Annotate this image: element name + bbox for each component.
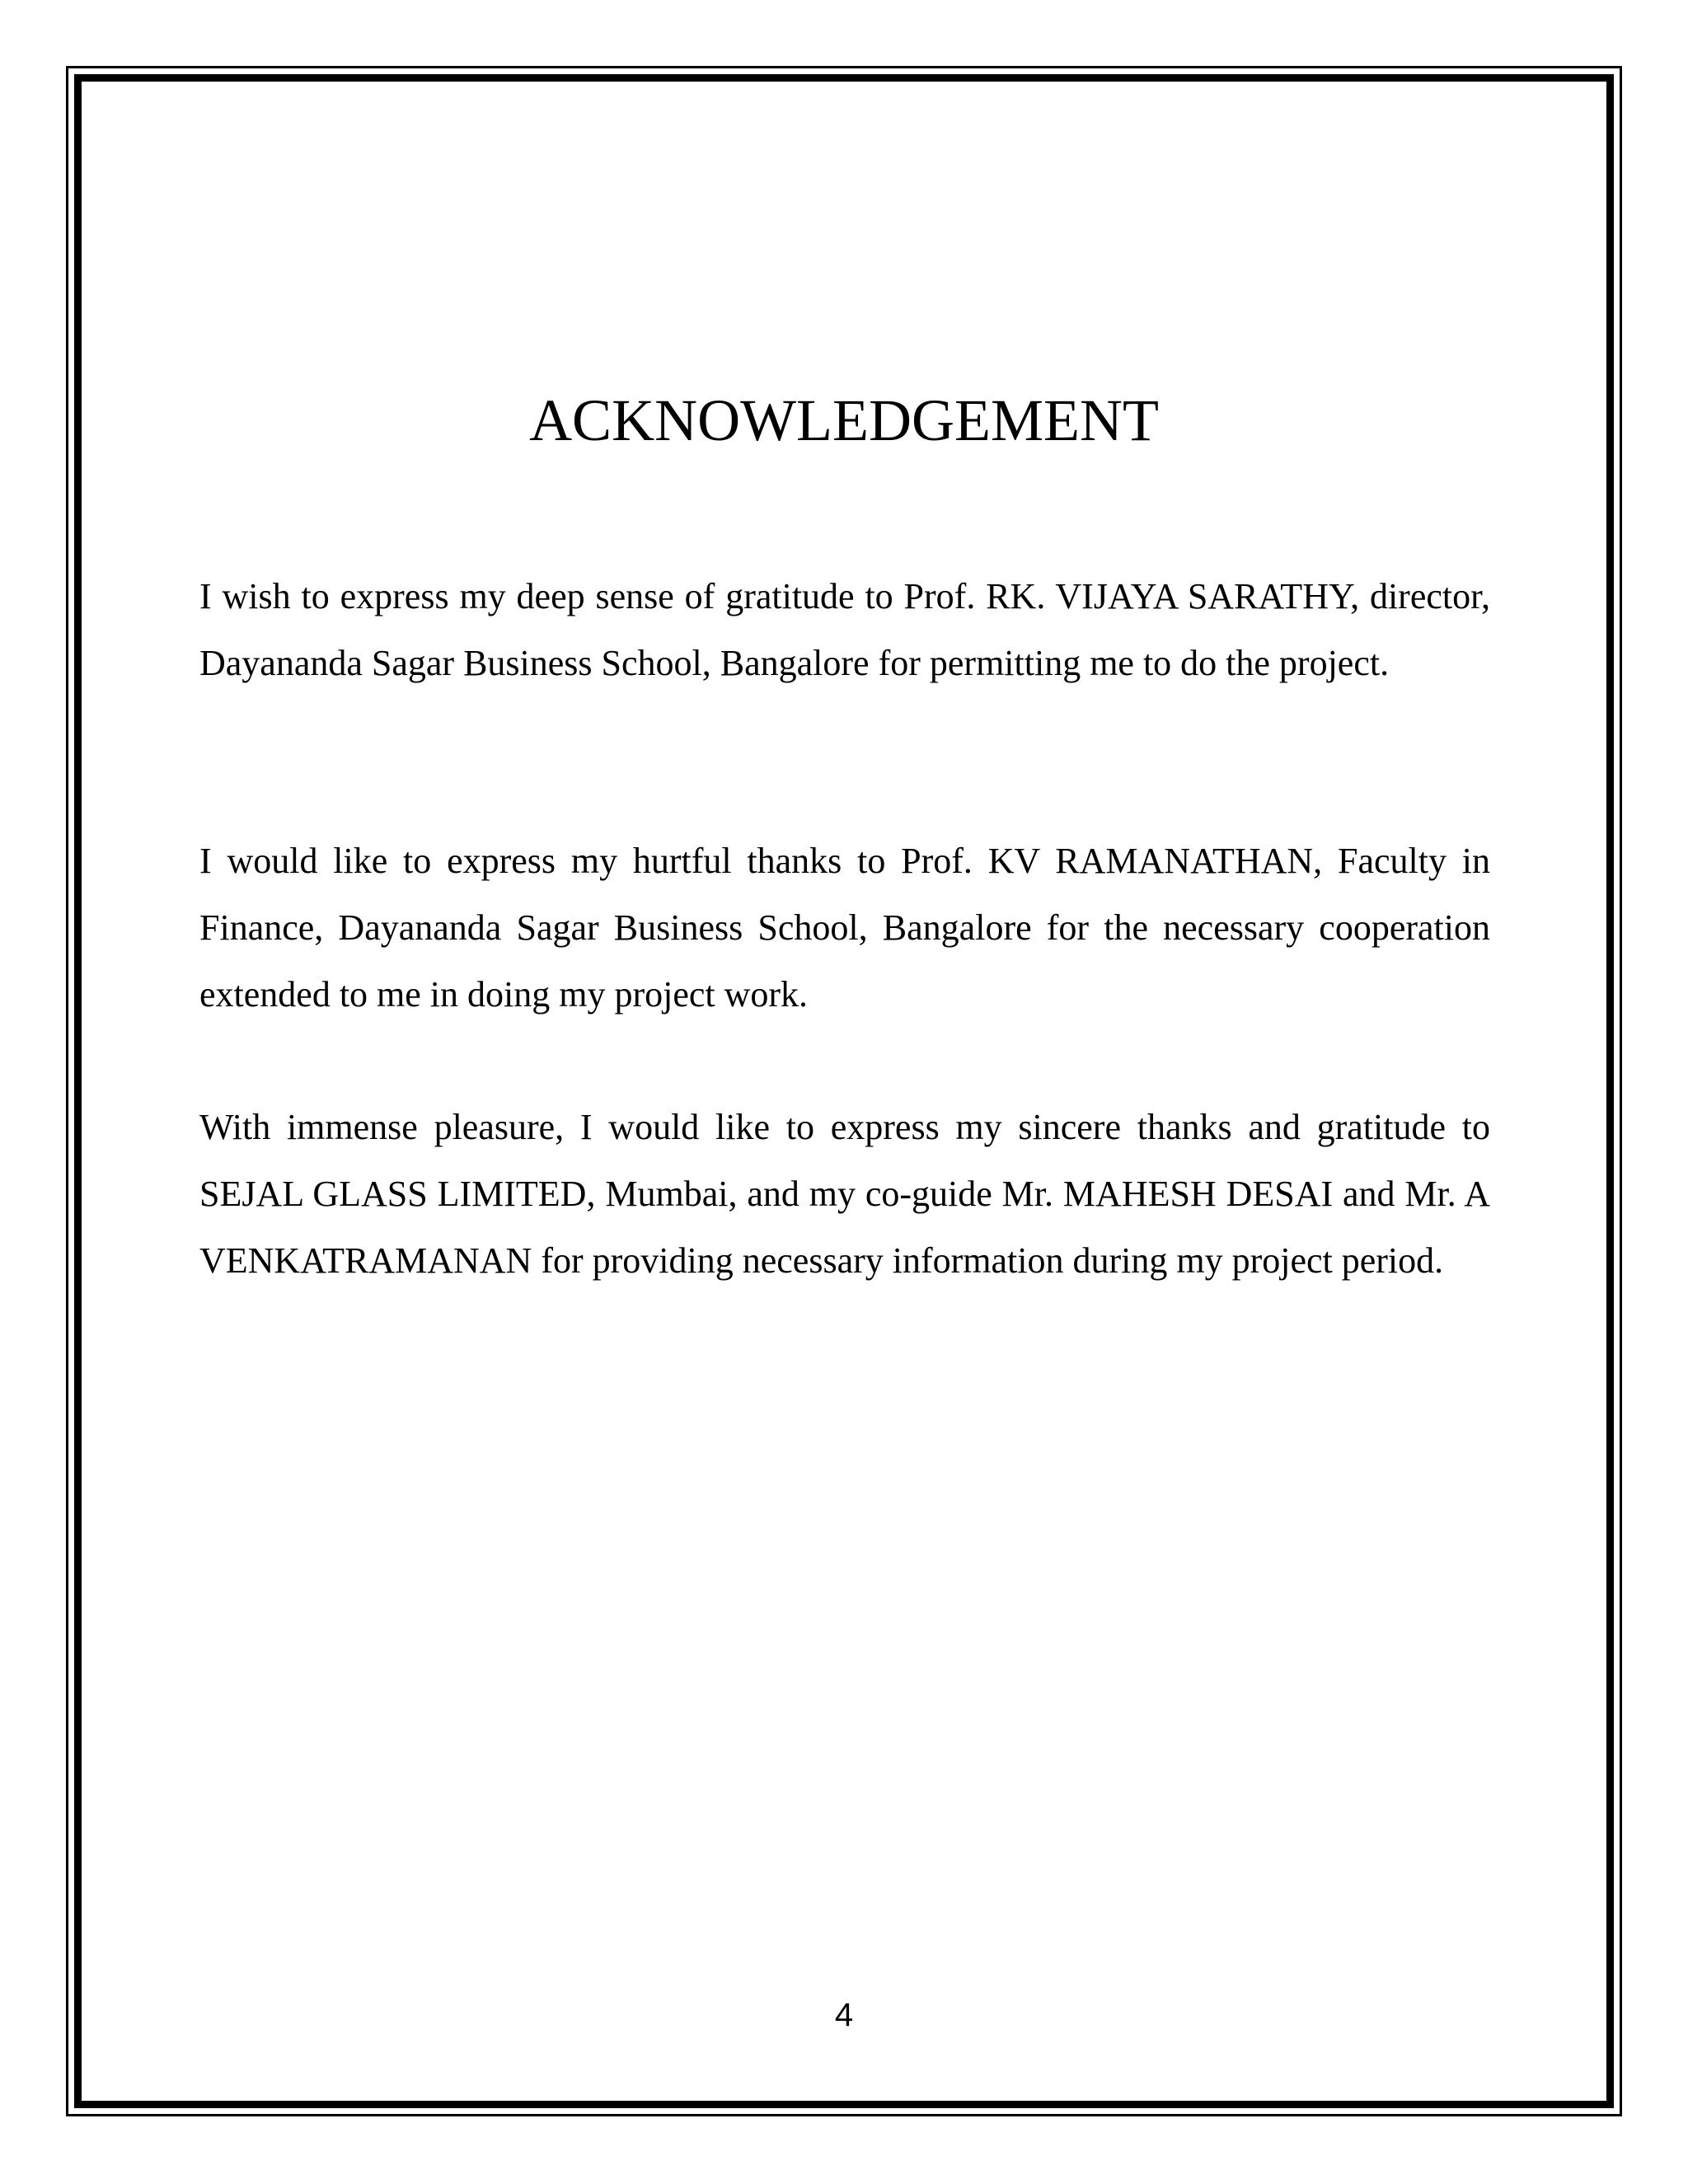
paragraph-gratitude-director: I wish to express my deep sense of gratitude to Prof. RK. VIJAYA SARATHY, director, Dayananda Sagar Business School, Bangalore for permitting me to do the project.	[199, 576, 1490, 683]
page-border-inner	[74, 74, 1614, 2108]
paragraph-thanks-company: With immense pleasure, I would like to express my sincere thanks and gratitude to SEJAL GLASS LIMITED, Mumbai, and my co-guide Mr. MAHESH DESAI and Mr. A VENKATRAMANAN for providing necessary information during my project period.	[199, 1107, 1490, 1281]
page-title: ACKNOWLEDGEMENT	[529, 387, 1159, 453]
page-number: 4	[834, 1997, 854, 2033]
paragraph-thanks-faculty: I would like to express my hurtful thanks to Prof. KV RAMANATHAN, Faculty in Finance, Dayananda Sagar Business School, Bangalore for the necessary cooperation extended to me in doing my project work.	[199, 841, 1490, 1015]
